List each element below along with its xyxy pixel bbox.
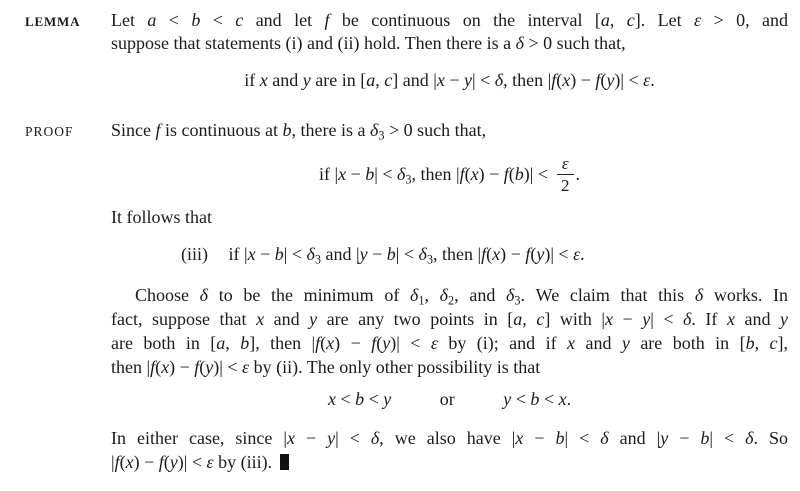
fraction-numerator: ε (561, 153, 569, 173)
paragraph-line: then |f(x) − f(y)| < ε by (ii). The only other possibility is that (111, 357, 541, 377)
paragraph-line: fact, suppose that x and y are any two points in [a, c] with |x − y| < δ. If x and y (111, 309, 789, 329)
proof-opening-line: Since f is continuous at b, there is a $\delta_3 > 0$ such that, (111, 120, 487, 143)
cases-display-equation (111, 388, 788, 411)
lemma-display-equation: if x and y are in [a, c] and |x − y| < δ, then |f(x) − f(y)| < ε. (244, 70, 655, 90)
statement-iii-number: (iii) (181, 244, 208, 264)
fraction-epsilon-over-2 (557, 154, 574, 195)
proof-display-fraction-equation (111, 147, 788, 201)
lemma-label: LEMMA (25, 14, 81, 29)
proof-content (111, 119, 788, 474)
case-or: or (439, 389, 455, 409)
it-follows-line: It follows that (111, 207, 212, 227)
lemma-statement-line: Let a < b < c and let f be continuous on the interval [a, c]. Let ε > 0, and (111, 10, 788, 30)
case-left: x < b < y (327, 389, 392, 409)
conclusion-paragraph (111, 426, 788, 474)
choose-delta-paragraph (111, 283, 788, 379)
lemma-content (111, 9, 788, 92)
proof-section (0, 119, 800, 474)
fraction-period: . (575, 163, 581, 184)
paragraph-line: Choose δ to be the minimum of $\delta_1$, $\delta_2$, and $\delta_3$. We claim that this δ works. In (135, 285, 789, 308)
lemma-section (0, 9, 800, 92)
paragraph-line: are both in [a, b], then |f(x) − f(y)| < ε by (i); and if x and y are both in [b, c], (111, 333, 789, 353)
paragraph-line (111, 450, 788, 474)
paragraph-line: In either case, since |x − y| < δ, we also have |x − b| < δ and |y − b| < δ. So (111, 428, 789, 448)
conclusion-text: |f(x) − f(y)| < ε by (iii). (111, 452, 273, 472)
fraction-denominator: 2 (557, 174, 574, 195)
statement-iii-display (111, 243, 788, 266)
proof-label: PROOF (25, 124, 74, 139)
qed-icon (280, 454, 289, 470)
case-right: y < b < x. (503, 389, 572, 409)
lemma-statement-line: suppose that statements (i) and (ii) hold. Then there is a δ > 0 such that, (111, 33, 626, 53)
statement-iii-text: if $|x - b| < \delta_3$ and $|y - b| < \delta_3$, then |f(x) − f(y)| < ε. (228, 244, 585, 267)
fraction-equation-text: if $|x - b| < \delta_3$, then |f(x) − f(b)| < (318, 163, 549, 187)
